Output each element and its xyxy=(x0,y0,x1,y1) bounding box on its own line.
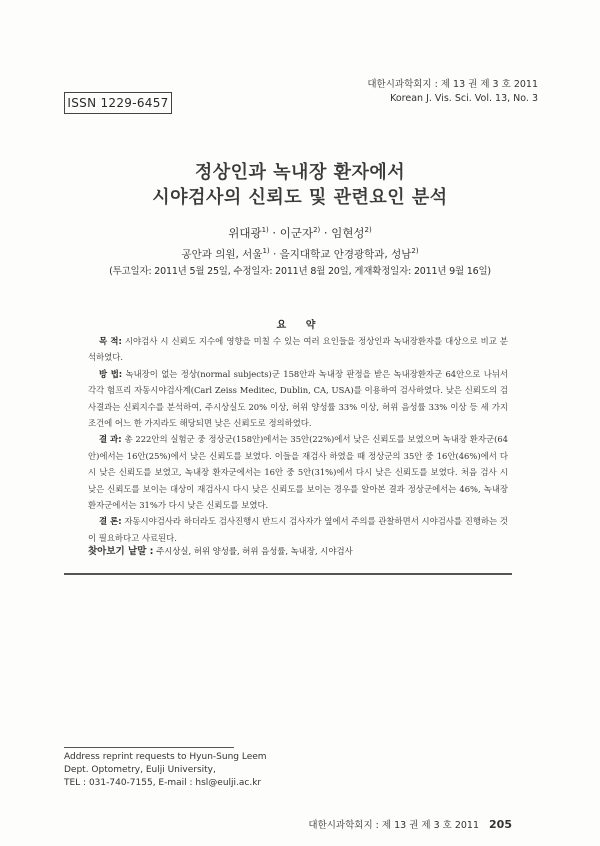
footnote-line-2: Dept. Optometry, Eulji University, xyxy=(64,765,216,775)
keywords-label: 찾아보기 낱말 : xyxy=(88,546,154,557)
abstract-body xyxy=(88,333,508,546)
footnote-line-1: Address reprint requests to Hyun-Sung Leem xyxy=(64,752,267,762)
author-name: 임현성 xyxy=(331,225,365,240)
section-label: 방 법: xyxy=(99,368,123,379)
journal-korean: 대한시과학회지 : 제 13 권 제 3 호 2011 xyxy=(367,79,538,90)
footer-journal: 대한시과학회지 : 제 13 권 제 3 호 2011 xyxy=(308,820,480,831)
author-affiliation-mark: 1) xyxy=(261,226,269,234)
footnote-line-3: TEL : 031-740-7155, E-mail : hsl@eulji.ac.kr xyxy=(64,778,262,788)
section-text: 녹내장이 없는 정상(normal subjects)군 158안과 녹내장 판정을 받은 녹내장환자군 64안으로 나뉘서 각각 험프리 자동시야검사계(Carl Zeiss Meditec, Dublin, CA, USA)를 이용하여 검사하였다. 낮은 신뢰도의 검사결과는 신뢰지수를 분석하여, 주시상실도 20% 이상, 허위 양성률 33% 이상, 허위 음성률 33% 이상 등 세 가지 조건에 어느 한 가지라도 해당되면 낮은 신뢰도로 정의하였다. xyxy=(88,368,508,429)
author-affiliation-mark: 2) xyxy=(313,226,321,234)
page-number: 205 xyxy=(489,818,512,831)
paper-title xyxy=(0,160,600,210)
affiliation-1: 공안과 의원, 서울 xyxy=(181,248,263,261)
page-footer xyxy=(308,817,512,831)
submission-dates: (투고일자: 2011년 5월 25일, 수정일자: 2011년 8월 20일, 게재확정일자: 2011년 9월 16일) xyxy=(109,266,491,277)
title-line-1: 정상인과 녹내장 환자에서 xyxy=(194,162,406,183)
section-text: 자동시야검사라 하더라도 검사진행시 반드시 검사자가 옆에서 주의를 관찰하면서 시야검사를 진행하는 것이 필요하다고 사료된다. xyxy=(88,516,509,543)
journal-english: Korean J. Vis. Sci. Vol. 13, No. 3 xyxy=(390,93,538,104)
affiliation-mark-1: 1) xyxy=(262,247,270,255)
author-list: 위대광$^{1)}$ · 이군자$^{2)}$ · 임현성$^{2)}$ xyxy=(228,225,372,240)
abstract-purpose xyxy=(88,333,508,366)
section-label: 목 적: xyxy=(99,336,122,346)
correspondence-footnote xyxy=(64,751,267,790)
abstract-methods xyxy=(88,366,508,432)
journal-header xyxy=(367,78,538,106)
section-text: 시야검사 시 신뢰도 지수에 영향을 미칠 수 있는 여러 요인들을 정상인과 녹내장환자를 대상으로 비교 분석하였다. xyxy=(88,336,508,363)
affiliation-2: · 을지대학교 안경광학과, 성남 xyxy=(272,248,412,261)
author-affiliation-mark: 2) xyxy=(364,226,372,234)
keywords-text: 주시상실, 허위 양성률, 허위 음성률, 녹내장, 시야검사 xyxy=(156,546,353,556)
section-label: 결 론: xyxy=(99,516,122,527)
section-text: 총 222안의 실험군 중 정상군(158안)에서는 35안(22%)에서 낮은 신뢰도를 보였으며 녹내장 환자군(64안)에서는 16안(25%)에서 낮은 신뢰도를 보였다. 이들을 재검사 하였을 때 정상군의 35안 중 16안(46%)에서 다시 낮은 신뢰도를 보였고, 녹내장 환자군에서는 16안 중 5안(31%)에서 다시 낮은 신뢰도를 보였다. 처음 검사 시 낮은 신뢰도를 보이는 대상이 재검사시 다시 낮은 신뢰도를 보이는 경우를 알아본 결과 정상군에서는 46%, 녹내장 환자군에서는 31%가 다시 낮은 신뢰도를 보였다. xyxy=(88,434,508,511)
title-line-2: 시야검사의 신뢰도 및 관련요인 분석 xyxy=(152,187,448,208)
footnote-divider xyxy=(64,747,234,748)
abstract-heading: 요 약 xyxy=(276,320,324,331)
section-label: 결 과: xyxy=(99,434,122,445)
affiliation-mark-2: 2) xyxy=(411,247,419,255)
keywords xyxy=(88,544,508,559)
abstract-results xyxy=(88,431,508,513)
abstract-conclusion xyxy=(88,513,508,546)
affiliations xyxy=(0,242,600,264)
issn-box: ISSN 1229-6457 xyxy=(64,92,172,114)
author-name: 위대광 xyxy=(228,225,262,240)
section-divider xyxy=(64,573,512,575)
author-name: 이군자 xyxy=(279,225,314,240)
